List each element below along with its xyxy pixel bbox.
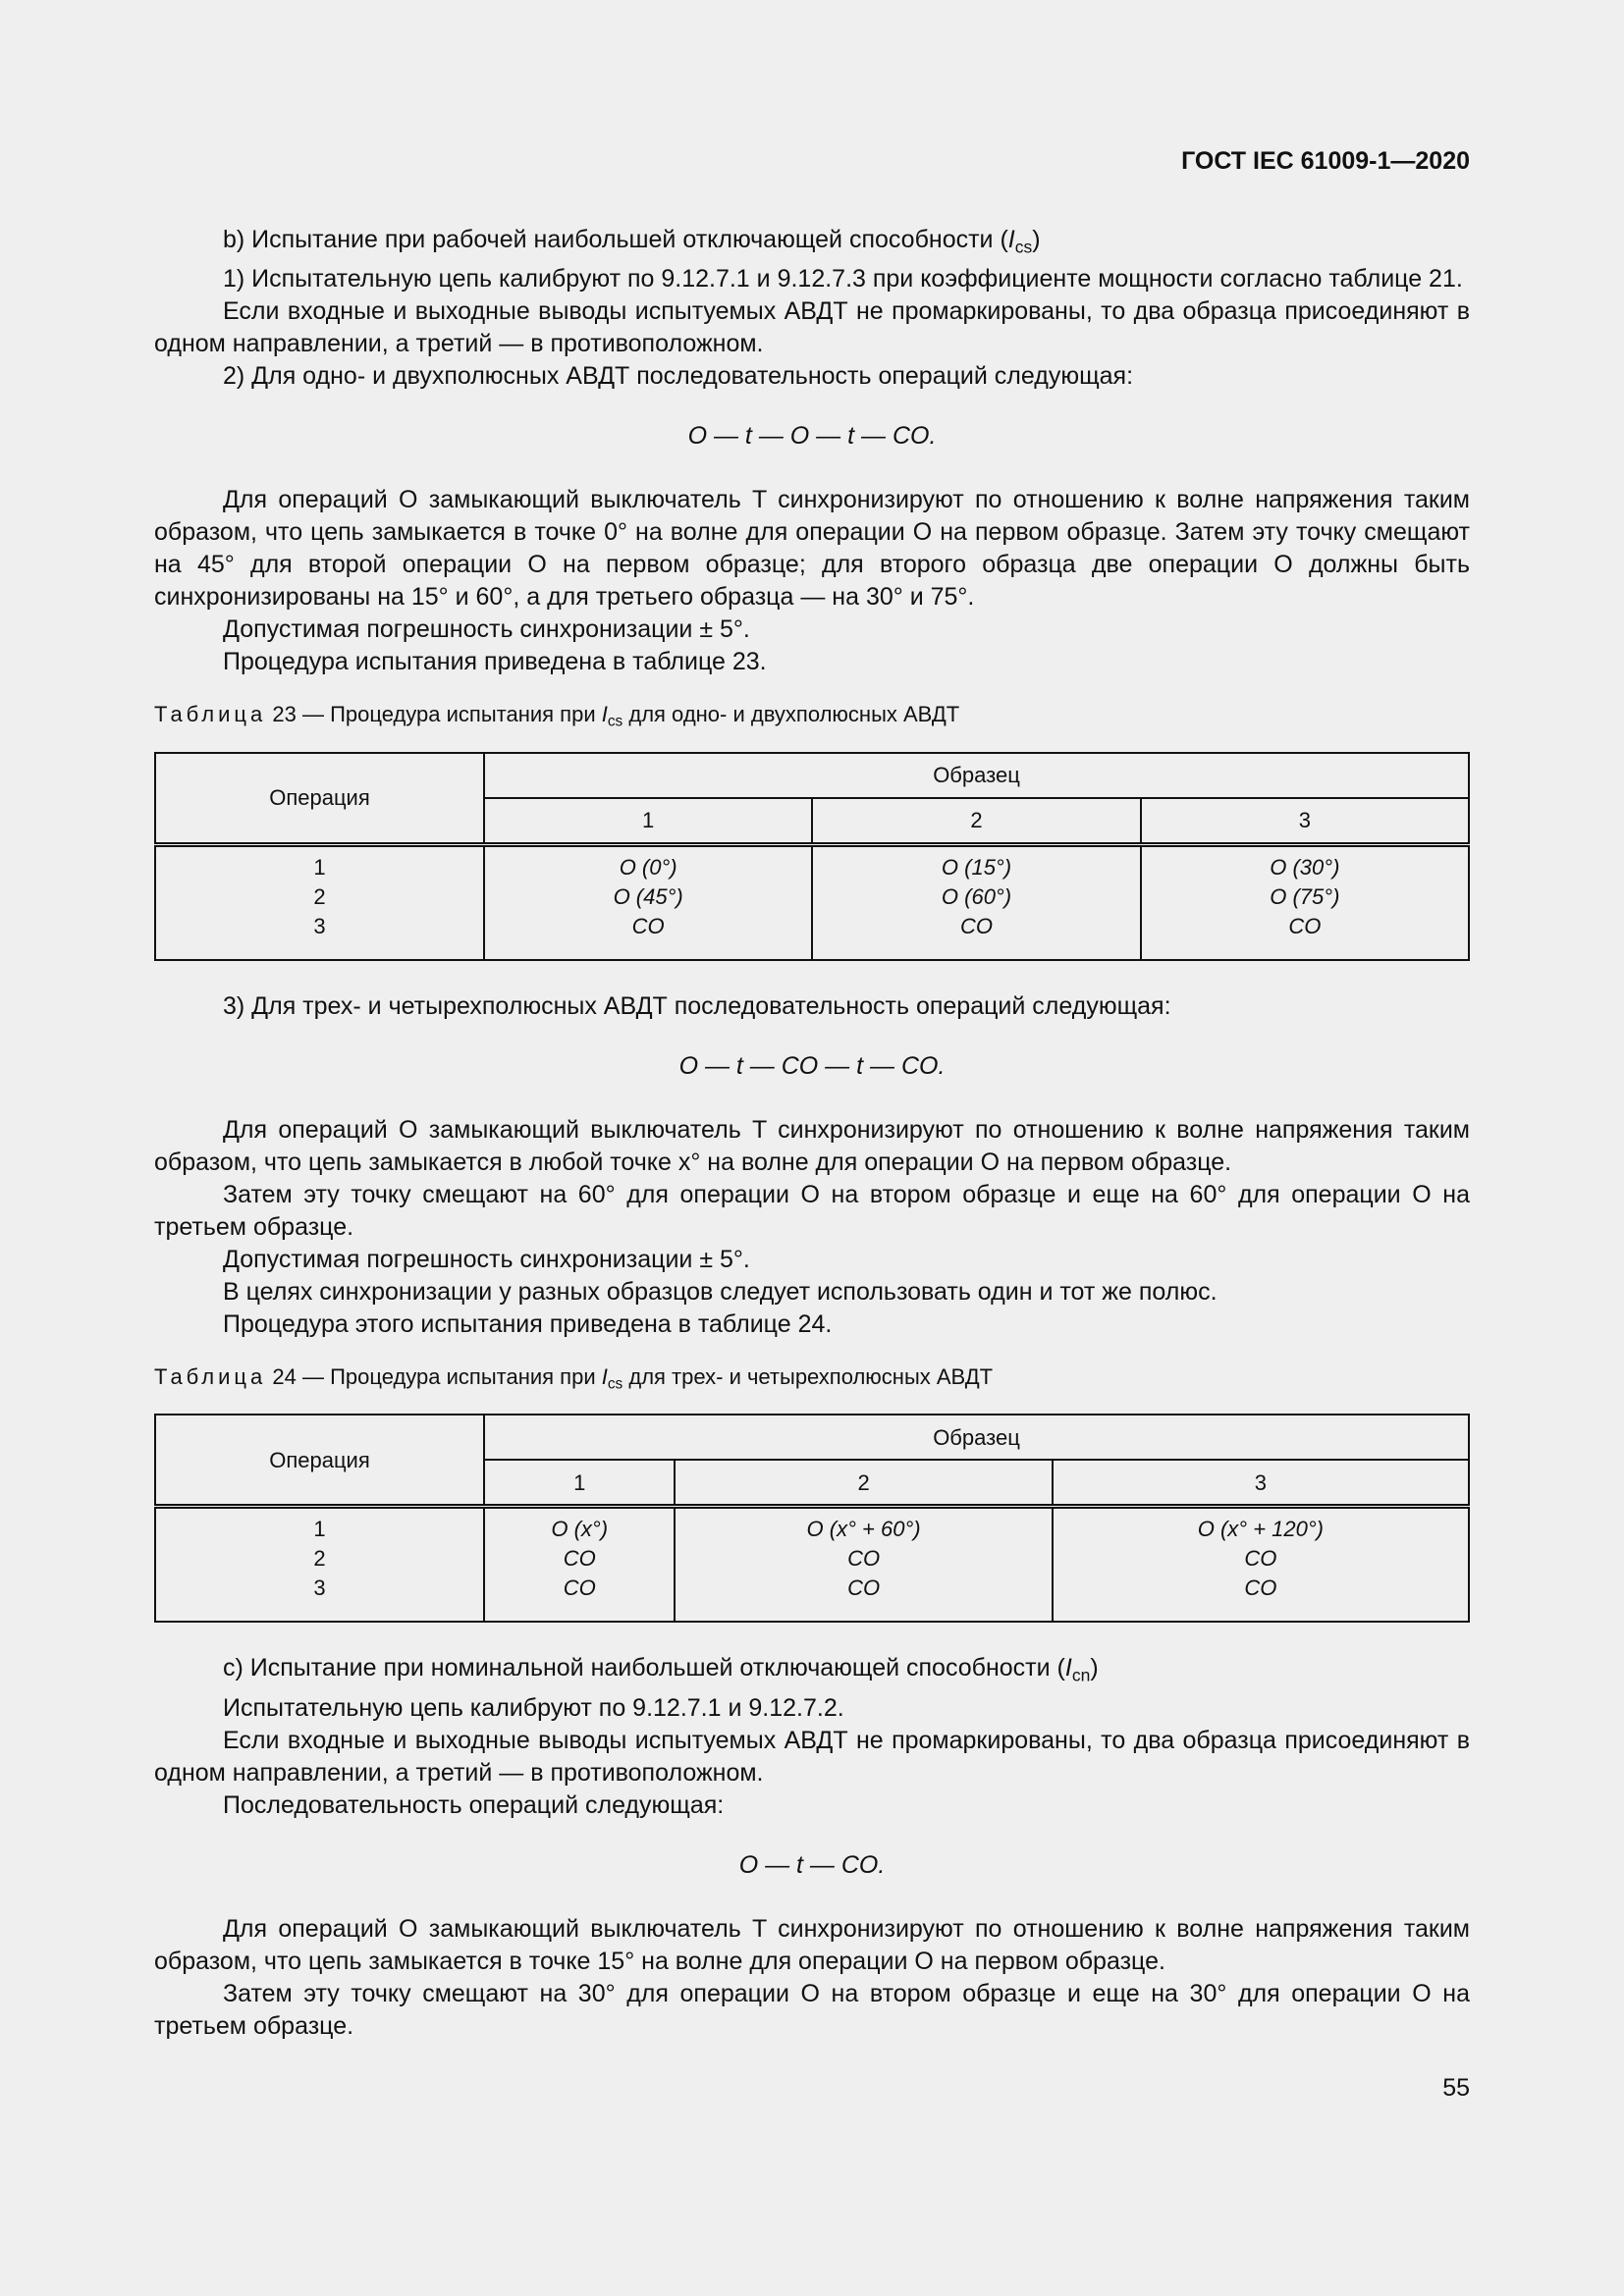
column-header-sample: Образец [484, 1415, 1469, 1460]
column-header-operation: Операция [155, 1415, 484, 1507]
cell-operations: 1 2 3 [155, 1507, 484, 1623]
paragraph: Для операций O замыкающий выключатель T синхронизируют по отношению к волне напряжения таким образом, что цепь замыкается в точке 0° на волне для операции O на первом образце. Затем эту точку смещают на 45° для второй операции O на первом образце; для второго образца две операции O должны быть синхронизированы на 15° и 60°, а для третьего образца — на 30° и 75°. [154, 486, 1470, 612]
table-23 [154, 752, 1470, 961]
paragraph: В целях синхронизации у разных образцов следует использовать один и тот же полюс. [223, 1277, 1218, 1306]
paragraph: Затем эту точку смещают на 30° для операции O на втором образце и еще на 30° для операции O на третьем образце. [154, 1979, 1470, 2040]
paragraph: Допустимая погрешность синхронизации ± 5°. [223, 1245, 750, 1273]
paragraph: Процедура испытания приведена в таблице 23. [223, 648, 767, 676]
cell-sample-1: O (0°) O (45°) CO [484, 844, 812, 960]
page-number: 55 [1442, 2074, 1470, 2102]
table-row [155, 844, 1469, 960]
section-c-title: с) Испытание при номинальной наибольшей отключающей способности $(I_{cn})$ [223, 1654, 1099, 1685]
operation-sequence-formula: O — t — CO. [738, 1850, 886, 1879]
table-23-caption: Таблица 23 — Процедура испытания при $I_{cs}$ для одно- и двухполюсных АВДТ [154, 702, 960, 730]
column-header-sample-1: 1 [484, 1460, 675, 1507]
operation-sequence-formula: O — t — O — t — CO. [687, 422, 937, 451]
paragraph: Для операций O замыкающий выключатель T синхронизируют по отношению к волне напряжения таким образом, что цепь замыкается в точке 15° на волне для операции O на первом образце. [154, 1914, 1470, 1975]
paragraph: Испытательную цепь калибруют по 9.12.7.1 и 9.12.7.2. [223, 1693, 844, 1722]
section-b-title: b) Испытание при рабочей наибольшей отключающей способности $(I_{cs})$ [223, 226, 1041, 257]
cell-sample-2: O (x° + 60°) CO CO [675, 1507, 1052, 1623]
paragraph: 1) Испытательную цепь калибруют по 9.12.7.1 и 9.12.7.3 при коэффициенте мощности согласно таблице 21. [223, 265, 1463, 294]
cell-operations: 1 2 3 [155, 844, 484, 960]
paragraph: Если входные и выходные выводы испытуемых АВДТ не промаркированы, то два образца присоединяют в одном направлении, а третий — в противоположном. [154, 297, 1470, 358]
column-header-operation: Операция [155, 753, 484, 845]
cell-sample-1: O (x°) CO CO [484, 1507, 675, 1623]
paragraph: Допустимая погрешность синхронизации ± 5°. [223, 615, 750, 644]
paragraph: Если входные и выходные выводы испытуемых АВДТ не промаркированы, то два образца присоединяют в одном направлении, а третий — в противоположном. [154, 1726, 1470, 1787]
cell-sample-3: O (30°) O (75°) CO [1141, 844, 1469, 960]
table-row [155, 1507, 1469, 1623]
column-header-sample: Образец [484, 753, 1469, 798]
paragraph: 2) Для одно- и двухполюсных АВДТ последовательность операций следующая: [223, 362, 1134, 391]
paragraph: Последовательность операций следующая: [223, 1790, 725, 1819]
cell-sample-3: O (x° + 120°) CO CO [1053, 1507, 1469, 1623]
paragraph: Для операций O замыкающий выключатель T синхронизируют по отношению к волне напряжения таким образом, что цепь замыкается в любой точке x° на волне для операции O на первом образце. [154, 1115, 1470, 1176]
paragraph: Процедура этого испытания приведена в таблице 24. [223, 1309, 833, 1338]
page-content [154, 224, 1470, 2043]
cell-sample-2: O (15°) O (60°) CO [812, 844, 1140, 960]
column-header-sample-3: 3 [1141, 798, 1469, 845]
column-header-sample-1: 1 [484, 798, 812, 845]
column-header-sample-3: 3 [1053, 1460, 1469, 1507]
paragraph: 3) Для трех- и четырехполюсных АВДТ последовательность операций следующая: [223, 991, 1171, 1020]
operation-sequence-formula: O — t — CO — t — CO. [678, 1051, 946, 1080]
table-24-caption: Таблица 24 — Процедура испытания при $I_{cs}$ для трех- и четырехполюсных АВДТ [154, 1363, 994, 1393]
paragraph: Затем эту точку смещают на 60° для операции O на втором образце и еще на 60° для операции O на третьем образце. [154, 1180, 1470, 1241]
table-24 [154, 1414, 1470, 1623]
column-header-sample-2: 2 [812, 798, 1140, 845]
column-header-sample-2: 2 [675, 1460, 1052, 1507]
standard-designation: ГОСТ IEC 61009-1—2020 [1181, 147, 1470, 175]
